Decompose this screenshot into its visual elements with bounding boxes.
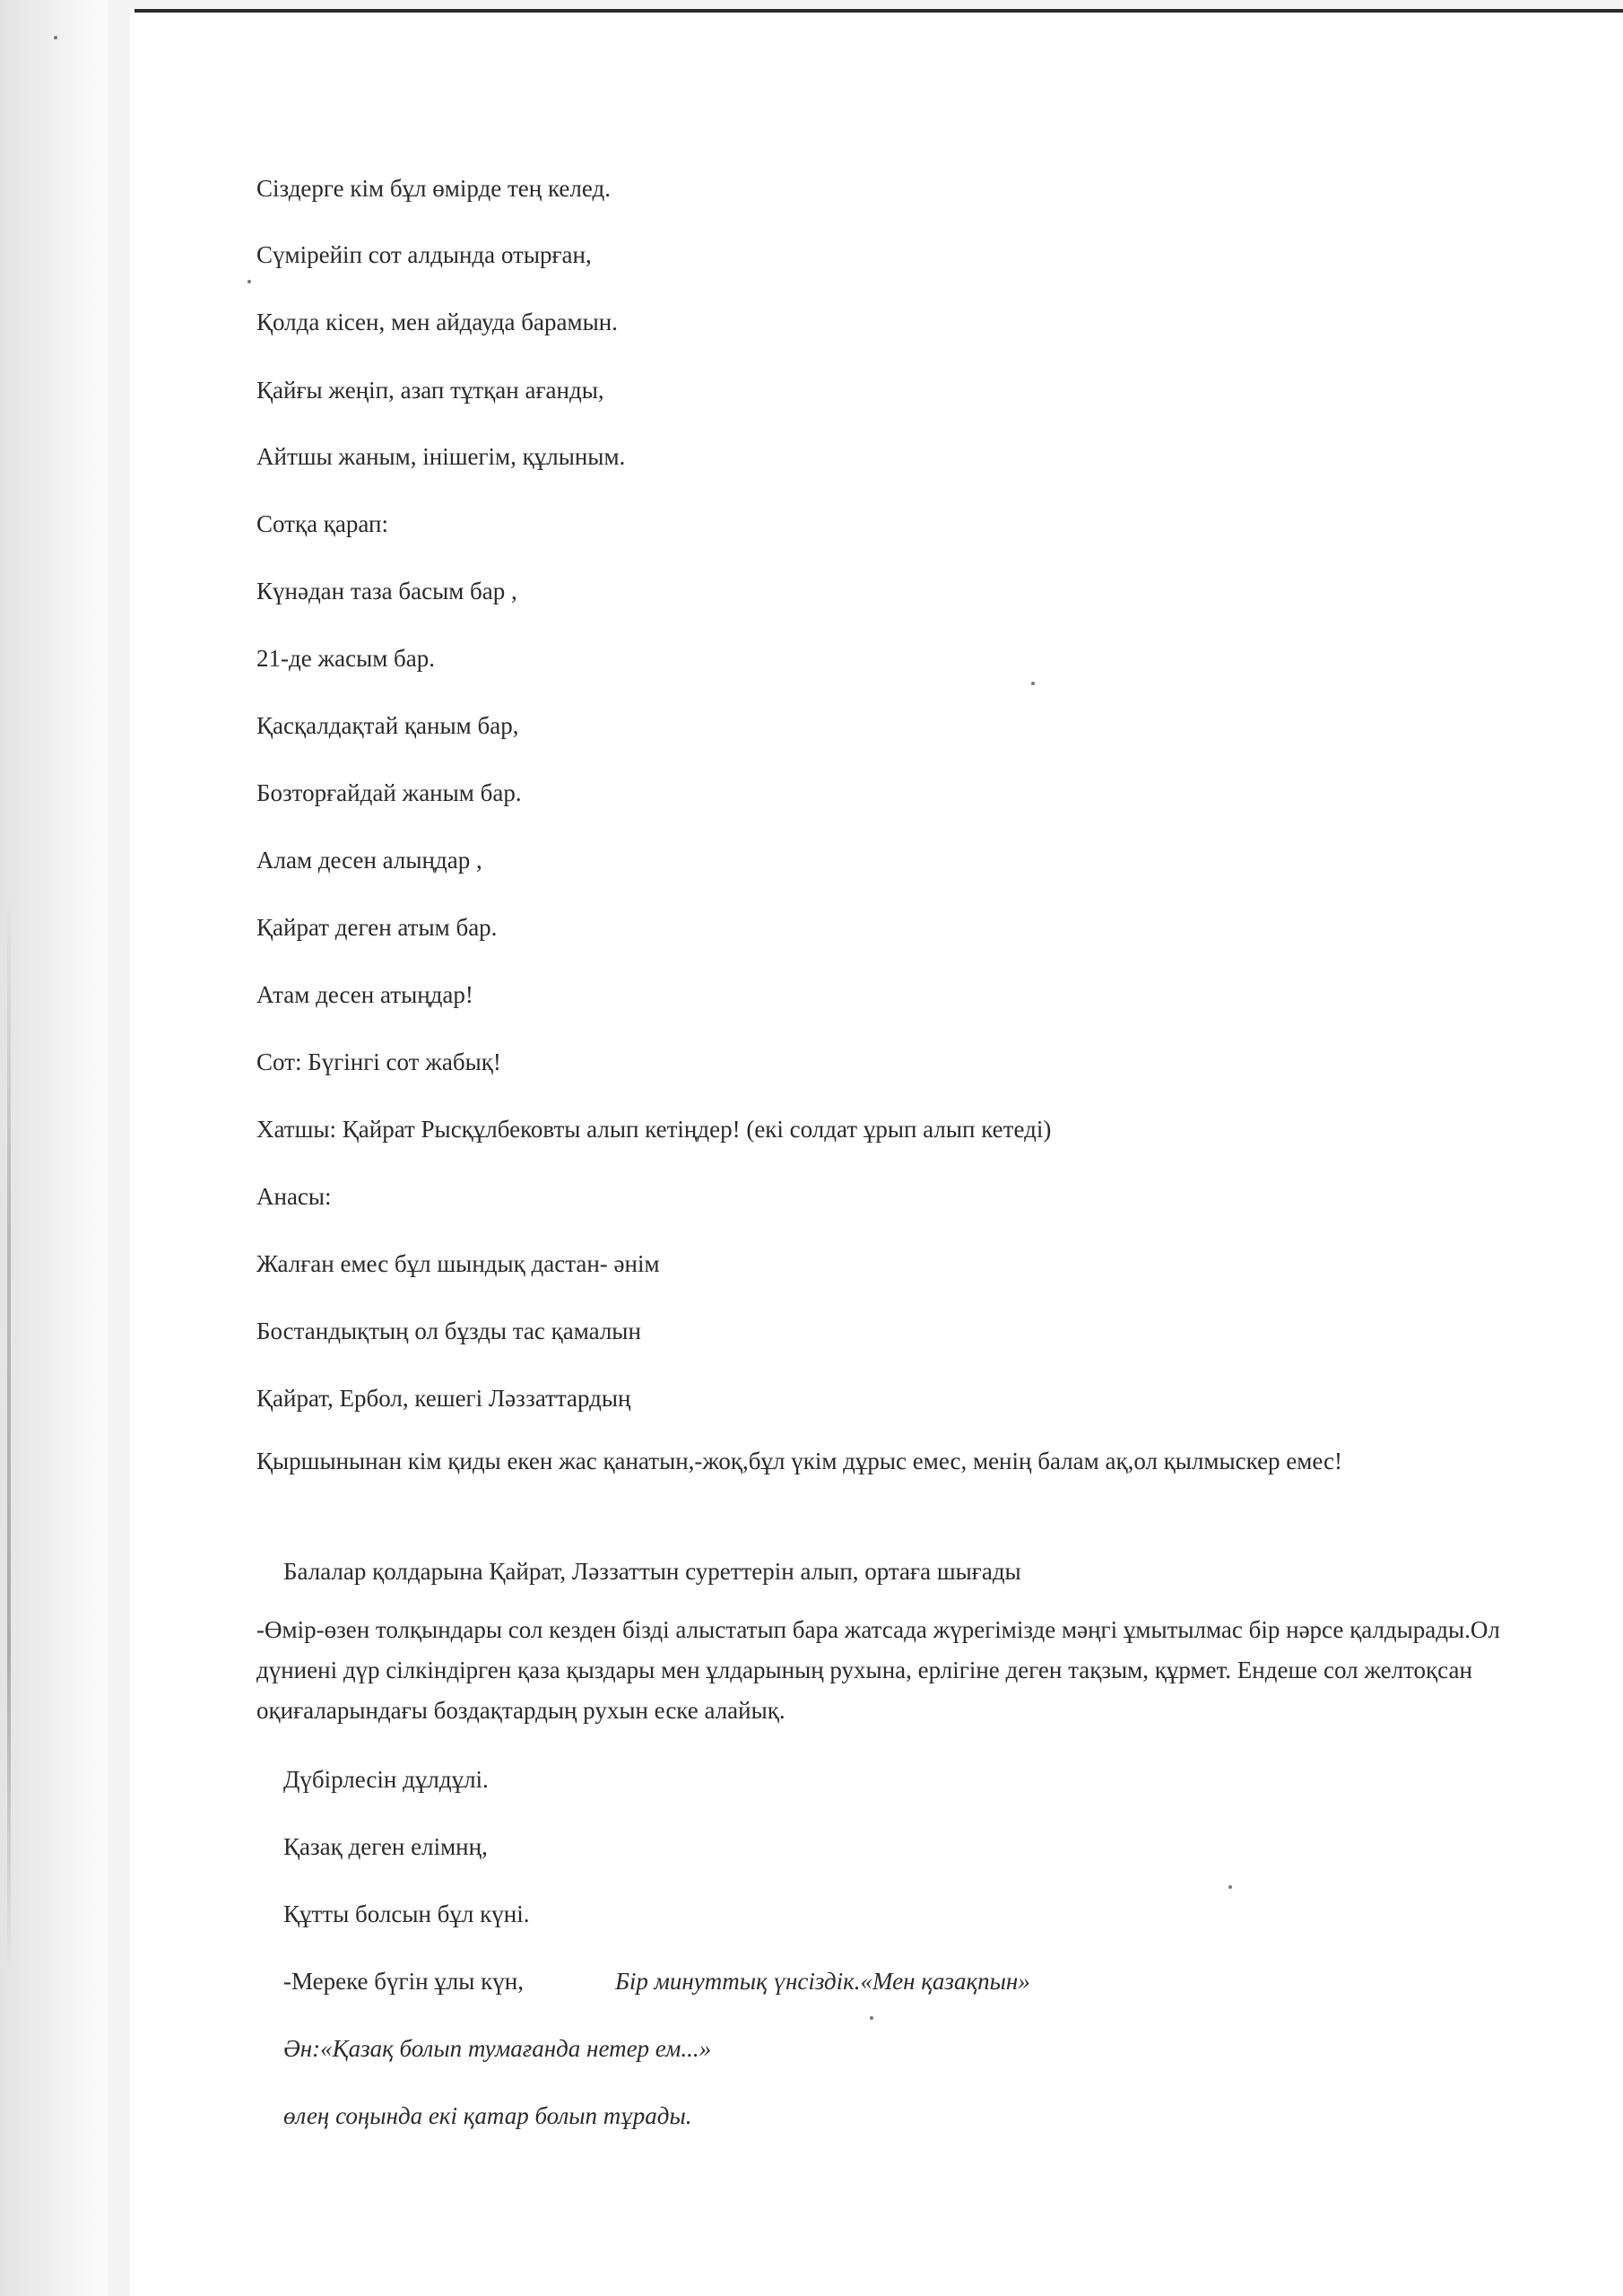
- scan-speck: [870, 2016, 873, 2020]
- paragraph: Қыршынынан кім қиды екен жас қанатын,-жоқ,бұл үкім дұрыс емес, менің балам ақ,ол қылмыскер емес!: [256, 1448, 1343, 1474]
- poem-line: Алам десен алыңдар ,: [256, 847, 482, 874]
- poem-line: Қолда кісен, мен айдауда барамын.: [256, 309, 618, 335]
- scan-speck: [54, 36, 57, 39]
- scan-speck: [1031, 682, 1035, 685]
- speaker-line: Сотқа қарап:: [256, 510, 388, 537]
- poem-line: Дүбірлесін дұлдұлі.: [283, 1766, 489, 1793]
- scan-speck: [1228, 1885, 1232, 1889]
- stage-direction: өлең соңында екі қатар болып тұрады.: [283, 2102, 692, 2129]
- speaker-line: Хатшы: Қайрат Рысқұлбековты алып кетіңдер! (екі солдат ұрып алып кетеді): [256, 1116, 1052, 1143]
- poem-line: Сүмірейіп сот алдында отырған,: [256, 241, 592, 268]
- page-top-edge-line: [135, 9, 1623, 13]
- poem-line: Атам десен атыңдар!: [256, 981, 473, 1008]
- poem-line: Қасқалдақтай қаным бар,: [256, 712, 519, 739]
- poem-line: Қайрат, Ербол, кешегі Ләззаттардың: [256, 1385, 631, 1412]
- scan-speck: [247, 280, 251, 283]
- poem-line: Бозторғайдай жаным бар.: [256, 779, 522, 806]
- paper-page: [130, 11, 1623, 2296]
- scan-edge-mark: [7, 897, 11, 1973]
- speaker-line: Анасы:: [256, 1183, 332, 1210]
- poem-line: Айтшы жаным, інішегім, құлыным.: [256, 443, 626, 470]
- song-line: Ән:«Қазақ болып тумағанда нетер ем...»: [283, 2035, 712, 2062]
- stage-direction: Балалар қолдарына Қайрат, Ләззаттын суреттерін алып, ортаға шығады: [283, 1558, 1021, 1585]
- poem-line: Қайрат деген атым бар.: [256, 914, 498, 941]
- speaker-line: Сот: Бүгінгі сот жабық!: [256, 1048, 501, 1075]
- poem-line: -Мереке бүгін ұлы күн,: [283, 1968, 524, 1995]
- poem-line: Күнәдан таза басым бар ,: [256, 578, 517, 604]
- poem-line: Сіздерге кім бұл өмірде тең келед.: [256, 175, 611, 202]
- poem-line: Қайғы жеңіп, азап тұтқан ағанды,: [256, 377, 604, 404]
- poem-line: Жалған емес бұл шындық дастан- әнім: [256, 1250, 660, 1277]
- stage-direction: Бір минуттық үнсіздік.«Мен қазақпын»: [615, 1968, 1030, 1995]
- poem-line: Бостандықтың ол бұзды тас қамалын: [256, 1318, 641, 1344]
- poem-line: Құтты болсын бұл күні.: [283, 1900, 530, 1927]
- poem-line: Қазақ деген елімнң,: [283, 1833, 488, 1860]
- scan-edge-shadow: [0, 0, 108, 2296]
- paragraph: -Өмір-өзен толқындары сол кезден бізді алыстатып бара жатсада жүрегімізде мәңгі ұмытылмас бір нәрсе қалдырады.Ол дүниені дүр сілкіндірген қаза қыздары мен ұлдарының рухына, ерлігіне деген тақзым, құрмет. Ендеше сол желтоқсан оқиғаларындағы боздақтардың рухын еске алайық.: [256, 1616, 1500, 1724]
- poem-line: 21-де жасым бар.: [256, 645, 436, 672]
